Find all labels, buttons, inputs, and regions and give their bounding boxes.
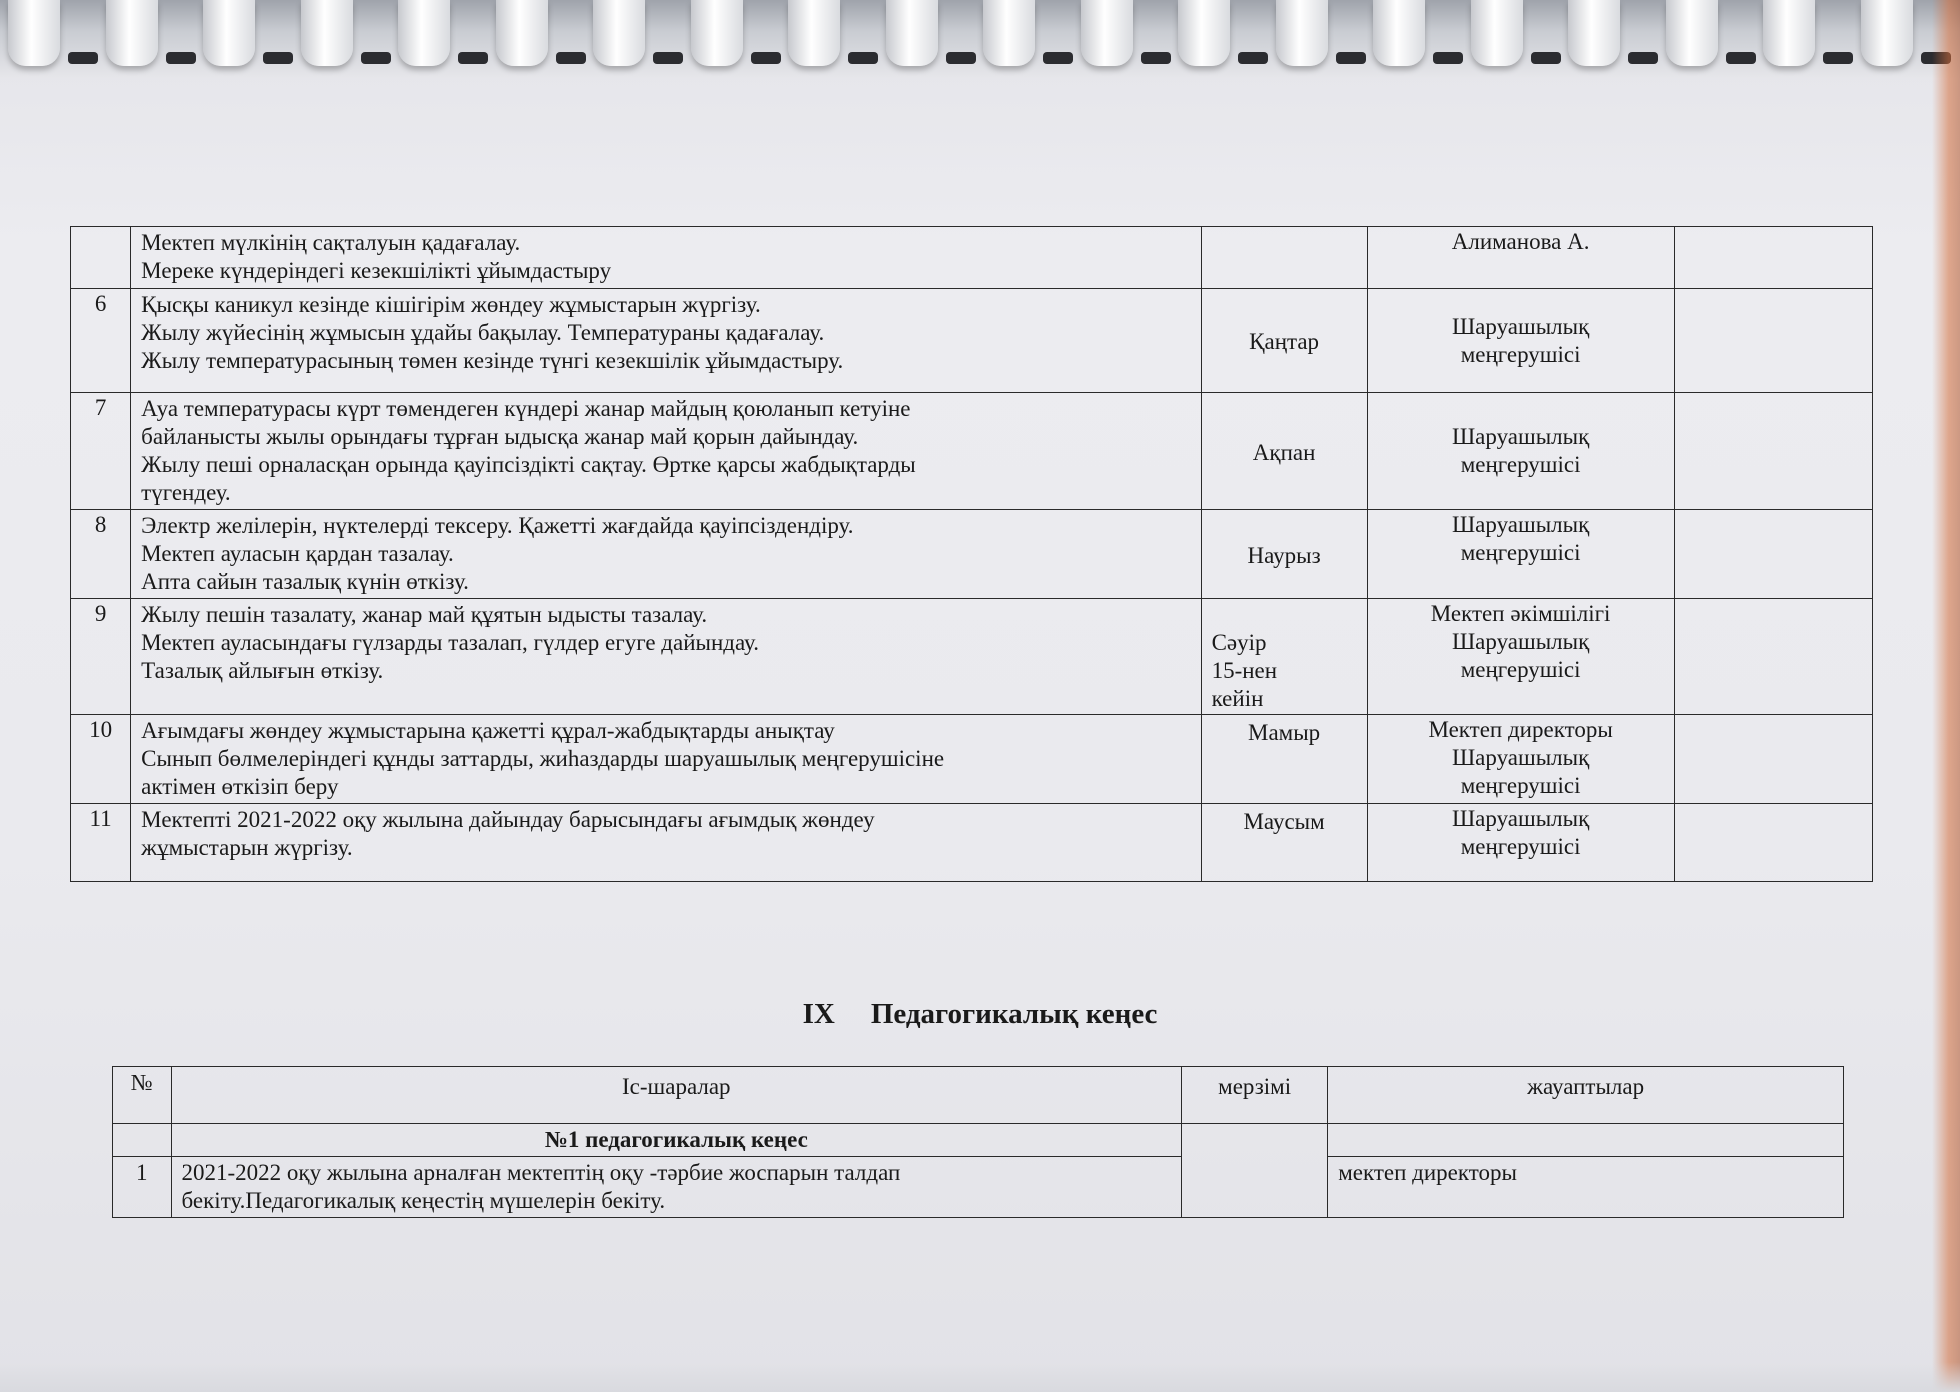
activity-line: Тазалық айлығын өткізу.	[141, 658, 384, 683]
note-cell	[1674, 804, 1872, 882]
council-subheading: №1 педагогикалық кеңес	[171, 1124, 1182, 1157]
row-number	[71, 227, 131, 289]
row-number: 9	[71, 599, 131, 715]
activity-cell	[131, 510, 1201, 599]
responsible-line: меңгерушісі	[1460, 341, 1581, 367]
row-number: 8	[71, 510, 131, 599]
binding-hole	[556, 52, 586, 64]
activity-cell	[131, 289, 1201, 393]
term-cell	[1201, 715, 1367, 804]
binding-hole	[1238, 52, 1268, 64]
binding-ring	[1666, 0, 1718, 66]
table-row	[71, 599, 1873, 715]
binding-hole	[751, 52, 781, 64]
activity-cell	[131, 599, 1201, 715]
binding-ring	[1081, 0, 1133, 66]
header-term: мерзімі	[1182, 1067, 1328, 1124]
term-line: Сәуір	[1211, 630, 1267, 655]
responsible-cell	[1367, 289, 1674, 393]
activity-line: Жылу пешін тазалату, жанар май құятын ыдысты тазалау.	[141, 602, 708, 627]
activity-line: Мектеп ауласын қардан тазалау.	[141, 541, 454, 566]
spiral-binding	[0, 0, 1960, 78]
activity-cell	[171, 1157, 1182, 1218]
binding-ring	[8, 0, 60, 66]
responsible-cell	[1367, 804, 1674, 882]
table-header-row	[113, 1067, 1844, 1124]
table-row	[71, 227, 1873, 289]
header-responsible: жауаптылар	[1328, 1067, 1844, 1124]
note-cell	[1674, 510, 1872, 599]
binding-hole	[1043, 52, 1073, 64]
table-row	[71, 715, 1873, 804]
binding-ring	[1568, 0, 1620, 66]
term-line: кейін	[1211, 686, 1264, 711]
responsible-cell: мектеп директоры	[1328, 1157, 1844, 1218]
row-number: 11	[71, 804, 131, 882]
section-number: IX	[802, 998, 835, 1030]
activity-cell	[131, 227, 1201, 289]
activity-line: Электр желілерін, нүктелерді тексеру. Қажетті жағдайда қауіпсіздендіру.	[141, 513, 854, 538]
activity-line: Мектеп мүлкінің сақталуын қадағалау.	[141, 230, 521, 255]
responsible-line: Шаруашылық	[1451, 745, 1590, 770]
binding-ring	[1373, 0, 1425, 66]
binding-hole	[458, 52, 488, 64]
term-cell	[1182, 1124, 1328, 1218]
row-number: 7	[71, 393, 131, 510]
responsible-line: меңгерушісі	[1460, 834, 1581, 859]
note-cell	[1674, 599, 1872, 715]
binding-hole	[263, 52, 293, 64]
responsible-cell	[1367, 510, 1674, 599]
term-line: Ақпан	[1252, 439, 1316, 465]
header-number: №	[113, 1067, 172, 1124]
responsible-cell	[1367, 715, 1674, 804]
term-cell	[1201, 227, 1367, 289]
activity-cell	[131, 715, 1201, 804]
note-cell	[1674, 715, 1872, 804]
responsible-line: меңгерушісі	[1460, 540, 1581, 565]
binding-ring	[1763, 0, 1815, 66]
term-line: Маусым	[1243, 809, 1325, 834]
maintenance-plan-table	[70, 226, 1873, 882]
activity-line: Мектепті 2021-2022 оқу жылына дайындау барысындағы ағымдық жөндеу	[141, 807, 875, 832]
section-heading	[0, 998, 1960, 1031]
binding-hole	[653, 52, 683, 64]
activity-line: Мереке күндеріндегі кезекшілікті ұйымдастыру	[141, 258, 612, 283]
binding-ring	[886, 0, 938, 66]
activity-line: Сынып бөлмелеріндегі құнды заттарды, жиһаздарды шаруашылық меңгерушісіне	[141, 746, 945, 771]
binding-hole	[848, 52, 878, 64]
responsible-line: меңгерушісі	[1460, 657, 1581, 682]
activity-line: Мектеп ауласындағы гүлзарды тазалап, гүлдер егуге дайындау.	[141, 630, 759, 655]
responsible-cell	[1367, 393, 1674, 510]
term-line: Мамыр	[1248, 720, 1321, 745]
binding-hole	[1823, 52, 1853, 64]
binding-ring	[106, 0, 158, 66]
activity-line: бекіту.Педагогикалық кеңестің мүшелерін бекіту.	[181, 1188, 666, 1213]
responsible-cell	[1367, 227, 1674, 289]
term-line: 15-нен	[1211, 658, 1278, 683]
binding-hole	[1336, 52, 1366, 64]
binding-ring	[983, 0, 1035, 66]
term-cell	[1201, 510, 1367, 599]
binding-hole	[946, 52, 976, 64]
binding-hole	[1141, 52, 1171, 64]
header-activities: Іс-шаралар	[171, 1067, 1182, 1124]
responsible-line: Шаруашылық	[1451, 424, 1590, 449]
table-row	[71, 510, 1873, 599]
activity-line: жұмыстарын жүргізу.	[141, 835, 353, 860]
activity-line: Апта сайын тазалық күнін өткізу.	[141, 569, 469, 594]
activity-line: Жылу жүйесінің жұмысын ұдайы бақылау. Температураны қадағалау.	[141, 320, 825, 345]
page-edge	[1932, 0, 1960, 1392]
activity-line: Ауа температурасы күрт төмендеген күндері жанар майдың қоюланып кетуіне	[141, 396, 911, 421]
binding-hole	[68, 52, 98, 64]
binding-hole	[1531, 52, 1561, 64]
table-row	[71, 393, 1873, 510]
binding-ring	[788, 0, 840, 66]
table-row	[71, 804, 1873, 882]
activity-line: Жылу температурасының төмен кезінде түнгі кезекшілік ұйымдастыру.	[141, 348, 844, 373]
activity-line: 2021-2022 оқу жылына арналған мектептің оқу -тәрбие жоспарын талдап	[181, 1160, 901, 1185]
activity-line: Қысқы каникул кезінде кішігірім жөндеу жұмыстарын жүргізу.	[141, 292, 761, 317]
section-title: Педагогикалық кеңес	[870, 998, 1158, 1030]
activity-line: Жылу пеші орналасқан орында қауіпсіздікті сақтау. Өртке қарсы жабдықтарды	[141, 452, 916, 477]
binding-hole	[1628, 52, 1658, 64]
activity-line: актімен өткізіп беру	[141, 774, 339, 799]
term-cell	[1201, 804, 1367, 882]
binding-ring	[593, 0, 645, 66]
activity-cell	[131, 393, 1201, 510]
pedagogical-council-table	[112, 1066, 1844, 1218]
term-line: Қаңтар	[1249, 329, 1320, 354]
subheading-num-cell	[113, 1124, 172, 1157]
note-cell	[1674, 289, 1872, 393]
binding-ring	[1276, 0, 1328, 66]
binding-hole	[166, 52, 196, 64]
subheading-resp-cell	[1328, 1124, 1844, 1157]
page-bottom-shadow	[0, 1362, 1960, 1392]
responsible-line: Мектеп директоры	[1428, 717, 1613, 742]
responsible-line: Шаруашылық	[1451, 806, 1590, 831]
note-cell	[1674, 393, 1872, 510]
row-number: 6	[71, 289, 131, 393]
activity-line: түгендеу.	[141, 480, 231, 505]
binding-ring	[1178, 0, 1230, 66]
binding-ring	[496, 0, 548, 66]
activity-cell	[131, 804, 1201, 882]
responsible-line: Шаруашылық	[1451, 313, 1590, 339]
term-line: Наурыз	[1247, 542, 1321, 568]
table-row	[113, 1157, 1844, 1218]
binding-ring	[1861, 0, 1913, 66]
binding-hole	[1433, 52, 1463, 64]
binding-ring	[398, 0, 450, 66]
term-cell	[1201, 393, 1367, 510]
binding-ring	[1471, 0, 1523, 66]
term-cell	[1201, 599, 1367, 715]
binding-hole	[1726, 52, 1756, 64]
responsible-line: Алиманова А.	[1451, 229, 1590, 254]
responsible-line: меңгерушісі	[1460, 773, 1581, 798]
responsible-line: Шаруашылық	[1451, 512, 1590, 537]
table-row	[71, 289, 1873, 393]
subheading-row	[113, 1124, 1844, 1157]
note-cell	[1674, 227, 1872, 289]
binding-ring	[203, 0, 255, 66]
activity-line: байланысты жылы орындағы тұрған ыдысқа жанар май қорын дайындау.	[141, 424, 859, 449]
responsible-line: Мектеп әкімшілігі	[1430, 601, 1611, 626]
row-number: 1	[113, 1157, 172, 1218]
responsible-line: Шаруашылық	[1451, 629, 1590, 654]
binding-ring	[691, 0, 743, 66]
binding-ring	[301, 0, 353, 66]
term-cell	[1201, 289, 1367, 393]
responsible-cell	[1367, 599, 1674, 715]
responsible-line: меңгерушісі	[1460, 452, 1581, 477]
activity-line: Ағымдағы жөндеу жұмыстарына қажетті құрал-жабдықтарды анықтау	[141, 718, 835, 743]
binding-hole	[361, 52, 391, 64]
row-number: 10	[71, 715, 131, 804]
